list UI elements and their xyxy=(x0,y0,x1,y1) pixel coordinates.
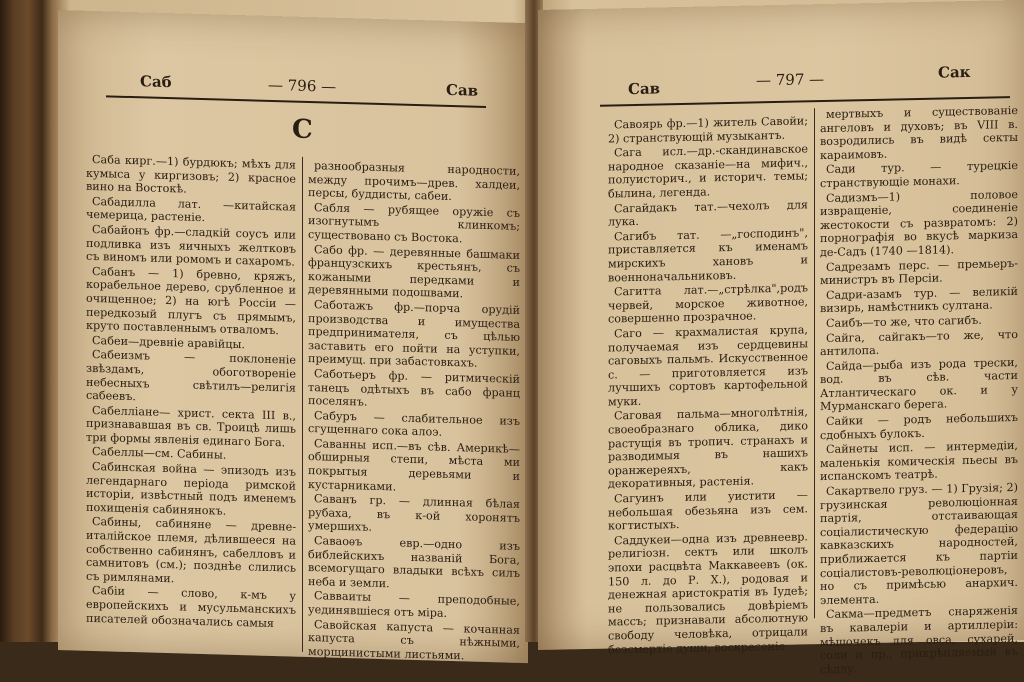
dictionary-entry: Сагайдакъ тат.—чехолъ для лука. xyxy=(608,197,808,229)
dictionary-entry: Саботьеръ фр. — ритмическій танецъ одѣтыхъ въ сабо франц поселянъ. xyxy=(308,367,520,409)
dictionary-entry: Саговая пальма—многолѣтнія, своеобразнаго облика, дико растущія въ тропич. странахъ и разводимыя въ нашихъ оранжереяхъ, какъ декоративныя, растенія. xyxy=(608,405,808,491)
dictionary-entry: разнообразныя народности, между прочимъ—древ. халдеи, персы, буддисты, сабеи. xyxy=(308,159,520,204)
dictionary-entry: Сайнеты исп. — интермедіи, маленькія комическія пьесы въ испанскомъ театрѣ. xyxy=(820,439,1018,484)
dictionary-entry: Сайда—рыба изъ рода трески, вод. въ сѣв. части Атлантическаго ок. и у Мурманскаго берега. xyxy=(820,355,1018,414)
right-page-number: — 797 — xyxy=(756,70,825,90)
section-letter: С xyxy=(292,114,313,146)
dictionary-entry: Саванъ гр. — длинная бѣлая рубаха, въ к-ой хоронятъ умершихъ. xyxy=(308,492,520,535)
dictionary-entry: Савойская капуста — кочанная капуста съ нѣжными, морщинистыми листьями. xyxy=(308,617,520,663)
dictionary-entry: Сагитта лат.—„стрѣлка",родъ червей, морское животное, совершенно прозрачное. xyxy=(608,281,808,326)
dictionary-entry: Сабля — рубящее оружіе съ изогнутымъ клинкомъ; существовано съ Востока. xyxy=(308,200,520,246)
column-divider xyxy=(302,157,303,652)
dictionary-entry: Савваиты — преподобные, уединявшіеся отъ міра. xyxy=(308,589,520,620)
dictionary-entry: Сабуръ — слабительное изъ сгущеннаго сока алоэ. xyxy=(308,408,520,440)
right-column-2 xyxy=(820,103,1018,676)
dictionary-entry: Сабины, сабиняне — древне-италійское племя, дѣлившееся на собственно сабинянъ, сабелловъ и самнитовъ (см.); позднѣе слились съ римлянами. xyxy=(86,515,296,586)
dictionary-entry: Сабелліане— христ. секта III в., признававшая въ св. Троицѣ лишь три формы явленія единаго Бога. xyxy=(86,403,296,450)
dictionary-entry: Сайки — родъ небольшихъ сдобныхъ булокъ. xyxy=(820,411,1018,442)
dictionary-entry: Сабадилла лат. —китайская чемерица, растеніе. xyxy=(86,194,296,225)
dictionary-entry: Сабеизмъ — поклоненіе звѣздамъ, обоготвореніе небесныхъ свѣтилъ—религія сабеевъ. xyxy=(86,348,296,404)
dictionary-entry: Сабіи — слово, к-мъ у европейскихъ и мусульманскихъ писателей обозначались самыя xyxy=(86,584,296,630)
right-header-left: Сав xyxy=(628,79,661,99)
left-column-2 xyxy=(308,159,520,663)
dictionary-entry: Сабанъ — 1) бревно, кряжъ, корабельное дерево, срубленное и очищенное; 2) на югѣ Россіи —передкозый плугъ съ прямымъ, круто поставленнымъ отваломъ. xyxy=(86,264,296,338)
dictionary-entry: Сакма—предметъ снаряженія въ кавалеріи и артиллеріи: мѣшочекъ для овса, сухарей, соли и пр., прикрѣпляемый въ сѣдлу. xyxy=(820,604,1018,676)
dictionary-entry: Сага исл.—др.-скандинавское народное сказаніе—на мифич., полуисторич., и историч. темы; былина, легенда. xyxy=(608,142,808,201)
left-page-number: — 796 — xyxy=(268,75,337,96)
dictionary-entry: Садизмъ—1) половое извращеніе, соединеніе жестокости съ развратомъ: 2) порнографія во вкусѣ маркиза де-Садъ (1740 —1814). xyxy=(820,187,1018,260)
dictionary-entry: Сагуинъ или уистити — небольшая обезьяна изъ сем. когтистыхъ. xyxy=(608,488,808,533)
dictionary-entry: Сабинская война — эпизодъ изъ легендарнаго періода римской исторіи, извѣстный подъ именемъ похищенія сабинянокъ. xyxy=(86,460,296,518)
column-divider-right xyxy=(814,108,815,618)
dictionary-entry: Саибъ—то же, что сагибъ. xyxy=(826,313,982,330)
dictionary-entry: Саго — крахмалистая крупа, получаемая изъ сердцевины саговыхъ пальмъ. Искусственное с. — приготовляется изъ лучшихъ сортовъ картофельной муки. xyxy=(608,323,808,409)
left-page xyxy=(58,10,528,663)
dictionary-entry: Саванны исп.—въ сѣв. Америкѣ—обширныя степи, мѣста ми покрытыя деревьями и кустарниками. xyxy=(308,437,520,494)
dictionary-entry: Сади тур. — турецкіе странствующіе монахи. xyxy=(820,159,1018,191)
left-header-rule xyxy=(106,95,486,108)
right-page xyxy=(538,0,1024,676)
dictionary-entry: Саваоѳъ евр.—одно изъ библейскихъ названій Бога, всемогущаго владыки всѣхъ силъ неба и земли. xyxy=(308,534,520,591)
left-header-right: Сав xyxy=(446,80,479,100)
dictionary-entry: Сайга, сайгакъ—то же, что антилопа. xyxy=(820,327,1018,359)
dictionary-entry: Садри-азамъ тур. — великій визирь, намѣстникъ султана. xyxy=(820,284,1018,316)
dictionary-entry: Саба кирг.—1) бурдюкъ; мѣхъ для кумыса у киргизовъ; 2) красное вино на Востокѣ. xyxy=(86,152,296,196)
dictionary-entry: Сакартвело груз. — 1) Грузія; 2) грузинская революціонная партія, отстаивающая соціалистическую федерацію кавказскихъ народностей, приближается къ партіи соціалистовъ-революціонеровъ, но съ примѣсью анархич. элемента. xyxy=(820,480,1018,607)
right-column-1 xyxy=(608,114,808,657)
dictionary-entry: мертвыхъ и существованіе ангеловъ и духовъ; въ VIII в. возродились въ видѣ секты караимовъ. xyxy=(820,103,1018,162)
dictionary-entry: Сабеллы—см. Сабины. xyxy=(92,445,227,463)
dictionary-entry: Садрезамъ перс. — премьеръ-министръ въ Персіи. xyxy=(820,256,1018,288)
left-header-left: Саб xyxy=(140,72,172,92)
dictionary-entry: Сагибъ тат. —„господинъ", приставляется къ именамъ мирскихъ хановъ и военноначальниковъ. xyxy=(608,226,808,285)
left-column-1 xyxy=(86,153,296,649)
dictionary-entry: Саддукеи—одна изъ древнеевр. религіозн. сектъ или школъ эпохи расцвѣта Маккавеевъ (ок. 150 л. до Р. Х.), родовая и денежная аристократія въ Іудеѣ; не пользовались довѣріемъ массъ; признавали абсолютную свободу человѣка, отрицали безсмертіе души, воскресеніе xyxy=(608,530,808,657)
right-header-right: Сак xyxy=(938,62,971,82)
dictionary-entry: Сабайонъ фр.—сладкій соусъ или подливка изъ яичныхъ желтковъ съ виномъ или ромомъ и сахаромъ. xyxy=(86,222,296,269)
dictionary-entry: Сабеи—древніе аравійцы. xyxy=(92,333,245,351)
dictionary-entry: Сабо фр. — деревянные башмаки французскихъ крестьянъ, съ кожаными передками и деревянными подошвами. xyxy=(308,242,520,301)
dictionary-entry: Савоярь фр.—1) житель Савойи; 2) странствующій музыкантъ. xyxy=(608,114,808,146)
dictionary-entry: Саботажъ фр.—порча орудій производства и имущества предпринимателя, съ цѣлью заставить его пойти на уступки, преимущ. при забастовкахъ. xyxy=(308,298,520,371)
